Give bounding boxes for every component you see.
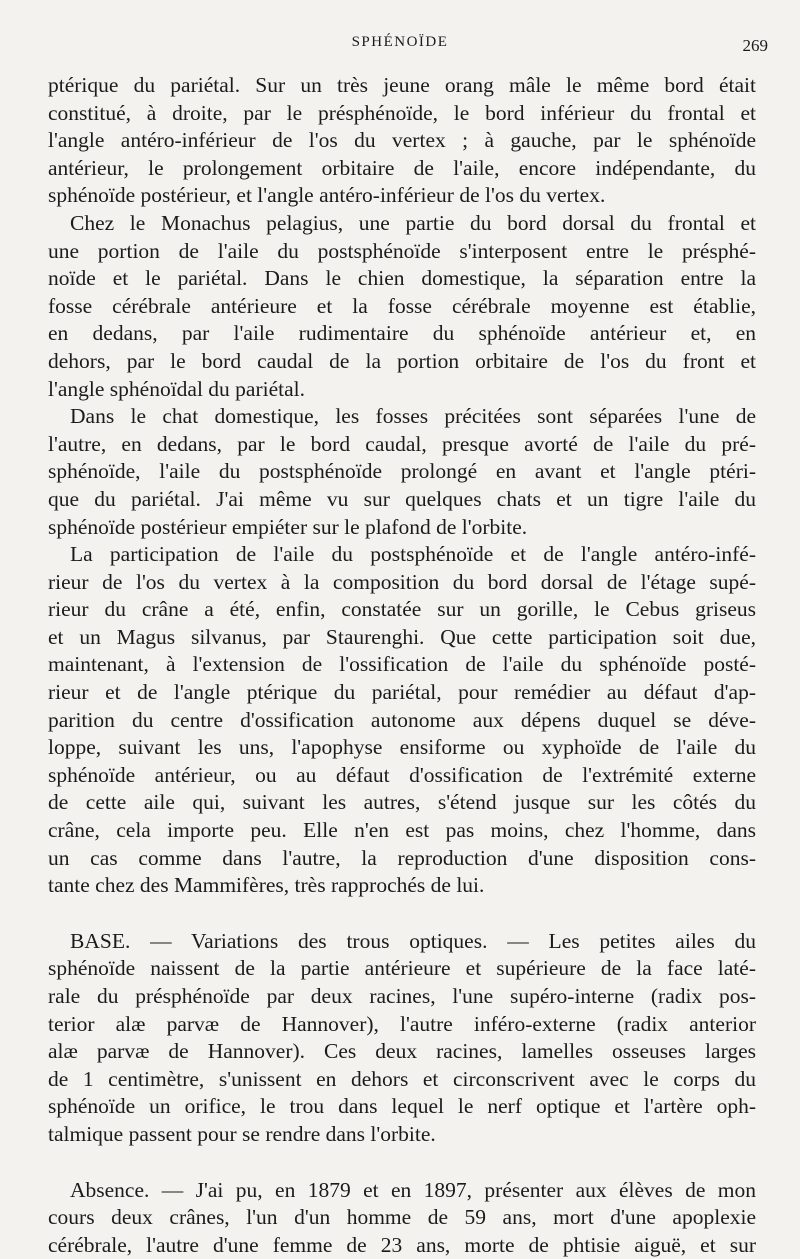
text-line: de cette aile qui, suivant les autres, s'étend jusque sur les côtés du — [48, 790, 756, 815]
text-line: parition du centre d'ossification autonome aux dépens duquel se déve- — [48, 707, 756, 732]
text-line: dehors, par le bord caudal de la portion orbitaire de l'os du front et — [48, 348, 756, 373]
text-line: rieur et de l'angle ptérique du pariétal, pour remédier au défaut d'ap- — [48, 680, 756, 705]
text-line: rale du présphénoïde par deux racines, l'une supéro-interne (radix pos- — [48, 984, 756, 1008]
text-line: rieur de l'os du vertex à la composition du bord dorsal de l'étage supé- — [48, 569, 756, 594]
text-line: terior alæ parvæ de Hannover), l'autre inféro-externe (radix anterior — [48, 1011, 756, 1036]
text-line: sphénoïde postérieur, et l'angle antéro-inférieur de l'os du vertex. — [48, 183, 606, 208]
text-line: sphénoïde naissent de la partie antérieure et supérieure de la face laté- — [48, 956, 756, 981]
body-text — [48, 72, 756, 1259]
paragraph-chat — [48, 403, 756, 541]
text-line: sphénoïde antérieur, ou au défaut d'ossification de l'extrémité externe — [48, 762, 756, 787]
text-line: Absence. — J'ai pu, en 1879 et en 1897, présenter aux élèves de mon — [70, 1177, 756, 1202]
running-title: SPHÉNOÏDE — [351, 34, 449, 50]
text-line: alæ parvæ de Hannover). Ces deux racines, lamelles osseuses larges — [48, 1039, 756, 1064]
text-line: cours deux crânes, l'un d'un homme de 59 ans, mort d'une apoplexie — [48, 1205, 756, 1230]
page-number: 269 — [742, 36, 768, 55]
paragraph-continuation — [48, 72, 756, 210]
text-line: l'autre, en dedans, par le bord caudal, presque avorté de l'aile du pré- — [48, 431, 756, 456]
paragraph-base-section — [48, 928, 756, 1149]
section-gap — [48, 1149, 756, 1177]
paragraph-monachus — [48, 210, 756, 403]
text-line: cérébrale, l'autre d'une femme de 23 ans, morte de phtisie aiguë, et sur — [48, 1232, 756, 1257]
text-line: La participation de l'aile du postsphénoïde et de l'angle antéro-infé- — [70, 542, 756, 567]
text-line: ptérique du pariétal. Sur un très jeune orang mâle le même bord était — [48, 73, 756, 97]
text-line: noïde et le pariétal. Dans le chien domestique, la séparation entre la — [48, 266, 756, 291]
text-line: antérieur, le prolongement orbitaire de l'aile, encore indépendante, du — [48, 155, 756, 180]
text-line: rieur du crâne a été, enfin, constatée sur un gorille, le Cebus griseus — [48, 597, 756, 622]
text-line: et un Magus silvanus, par Staurenghi. Que cette participation soit due, — [48, 624, 756, 649]
text-line: tante chez des Mammifères, très rapprochés de lui. — [48, 873, 485, 898]
text-line: loppe, suivant les uns, l'apophyse ensiforme ou xyphoïde de l'aile du — [48, 735, 756, 760]
text-line: un cas comme dans l'autre, la reproduction d'une disposition cons- — [48, 845, 756, 870]
text-line: sphénoïde un orifice, le trou dans lequel le nerf optique et l'artère oph- — [48, 1094, 756, 1119]
text-line: l'angle sphénoïdal du pariétal. — [48, 376, 306, 401]
text-line: sphénoïde postérieur empiéter sur le plafond de l'orbite. — [48, 514, 528, 539]
page-header — [0, 34, 800, 58]
text-line: une portion de l'aile du postsphénoïde s'interposent entre le présphé- — [48, 238, 756, 263]
text-line: sphénoïde, l'aile du postsphénoïde prolongé en avant et l'angle ptéri- — [48, 459, 756, 484]
text-line: que du pariétal. J'ai même vu sur quelques chats et un tigre l'aile du — [48, 486, 756, 511]
text-line: constitué, à droite, par le présphénoïde, le bord inférieur du frontal et — [48, 100, 756, 125]
paragraph-participation — [48, 541, 756, 900]
text-line: Chez le Monachus pelagius, une partie du bord dorsal du frontal et — [70, 210, 756, 235]
text-line: talmique passent pour se rendre dans l'orbite. — [48, 1121, 436, 1146]
text-line: de 1 centimètre, s'unissent en dehors et circonscrivent avec le corps du — [48, 1066, 756, 1091]
text-line: fosse cérébrale antérieure et la fosse cérébrale moyenne est établie, — [48, 293, 756, 318]
paragraph-absence — [48, 1177, 756, 1259]
section-gap — [48, 900, 756, 928]
text-line: maintenant, à l'extension de l'ossification de l'aile du sphénoïde posté- — [48, 652, 756, 677]
text-line: Dans le chat domestique, les fosses précitées sont séparées l'une de — [70, 404, 756, 429]
text-line: en dedans, par l'aile rudimentaire du sphénoïde antérieur et, en — [48, 321, 756, 346]
text-line: l'angle antéro-inférieur de l'os du vertex ; à gauche, par le sphénoïde — [48, 128, 756, 153]
section-heading-line: BASE. — Variations des trous optiques. — Les petites ailes du — [70, 928, 756, 953]
text-line: crâne, cela importe peu. Elle n'en est pas moins, chez l'homme, dans — [48, 818, 756, 843]
